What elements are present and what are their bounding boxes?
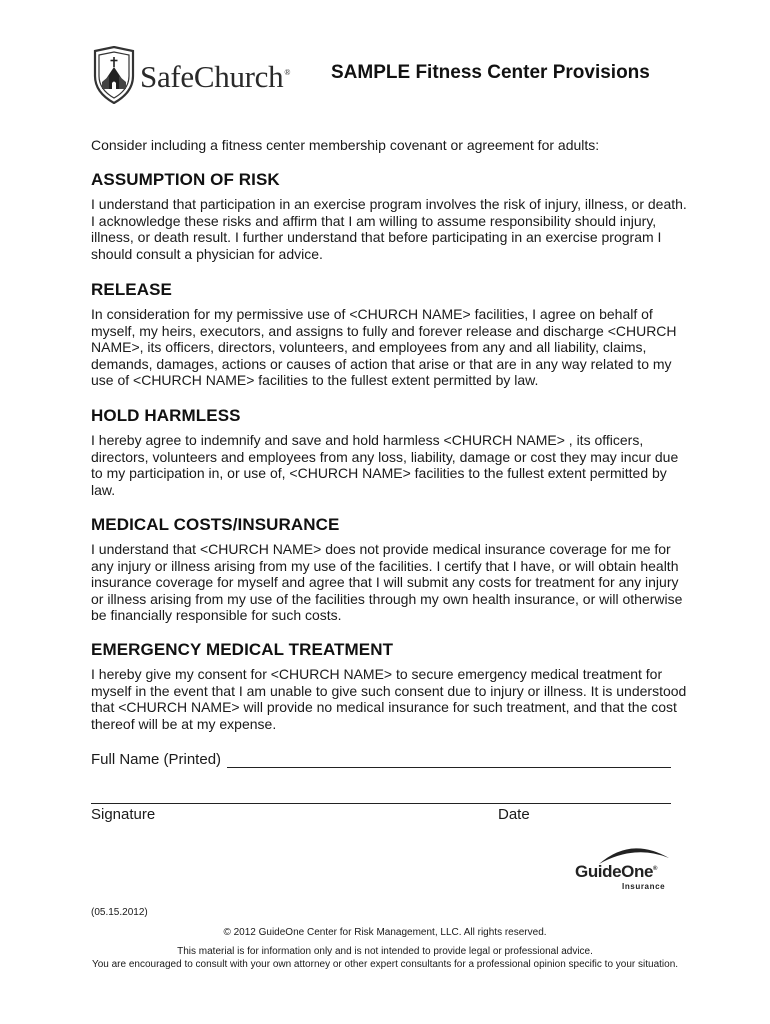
signature-line[interactable] [91, 803, 671, 804]
full-name-line[interactable] [227, 753, 671, 768]
document-title: SAMPLE Fitness Center Provisions [331, 62, 650, 83]
section-assumption-of-risk [91, 170, 691, 262]
section-release [91, 280, 691, 389]
section-heading: HOLD HARMLESS [91, 406, 241, 425]
guideone-sub: Insurance [622, 882, 666, 891]
section-heading: MEDICAL COSTS/INSURANCE [91, 515, 340, 534]
section-body: In consideration for my permissive use of <CHURCH NAME> facilities, I agree on behalf of myself, my heirs, executors, and assigns to fully and forever release and discharge <CHURCH NAME>, its officers, directors, volunteers, and employees from any and all liability, claims, demands, damages, actions or causes of action that arise or that are in any way related to my use of <CHURCH NAME> facilities to the fullest extent permitted by law. [91, 306, 677, 389]
signature-label: Signature [91, 806, 156, 823]
registered-mark: ® [284, 68, 291, 77]
date-label: Date [498, 806, 530, 823]
guideone-logo [569, 838, 675, 896]
section-emergency-treatment [91, 640, 691, 732]
intro-text: Consider including a fitness center membership covenant or agreement for adults: [91, 137, 600, 153]
disclaimer-line-2: You are encouraged to consult with your own attorney or other expert consultants for a professional opinion specific to your situation. [91, 958, 679, 970]
copyright-notice: © 2012 GuideOne Center for Risk Management, LLC. All rights reserved. [223, 927, 547, 938]
section-heading: EMERGENCY MEDICAL TREATMENT [91, 640, 394, 659]
brand-name: SafeChurch® [140, 59, 291, 94]
full-name-field[interactable] [91, 751, 671, 768]
section-heading: RELEASE [91, 280, 172, 299]
document-date: (05.15.2012) [91, 907, 148, 918]
disclaimer-line-1: This material is for information only and is not intended to provide legal or professional advice. [177, 946, 593, 957]
full-name-label: Full Name (Printed) [91, 751, 222, 768]
church-shield-icon [92, 46, 136, 104]
section-heading: ASSUMPTION OF RISK [91, 170, 280, 189]
safechurch-logo [92, 46, 290, 104]
section-body: I understand that <CHURCH NAME> does not provide medical insurance coverage for me for any injury or illness arising from my use of the facilities. I certify that I have, or will obtain health insurance coverage for myself and agree that I will submit any costs for treatment for any injury or illness arising from my use of the facilities through my own health insurance, or will otherwise be financially responsible for such costs. [91, 541, 683, 624]
disclaimer [0, 946, 770, 971]
section-medical-costs [91, 515, 691, 624]
section-body: I hereby agree to indemnify and save and hold harmless <CHURCH NAME> , its officers, directors, volunteers and employees from any loss, liability, damage or cost they may incur due to my participation in, or use of, <CHURCH NAME> facilities to the fullest extent permitted by law. [91, 432, 679, 498]
section-body: I understand that participation in an exercise program involves the risk of injury, illness, or death. I acknowledge these risks and affirm that I am willing to assume responsibility should injury, illness, or death result. I further understand that before participating in an exercise program I should consult a physician for advice. [91, 196, 687, 262]
guideone-name: GuideOne® [575, 862, 658, 881]
section-body: I hereby give my consent for <CHURCH NAME> to secure emergency medical treatment for myself in the event that I am unable to give such consent due to injury or illness. It is understood that <CHURCH NAME> will provide no medical insurance for such treatment, and that the cost thereof will be at my expense. [91, 666, 687, 732]
section-hold-harmless [91, 406, 691, 498]
